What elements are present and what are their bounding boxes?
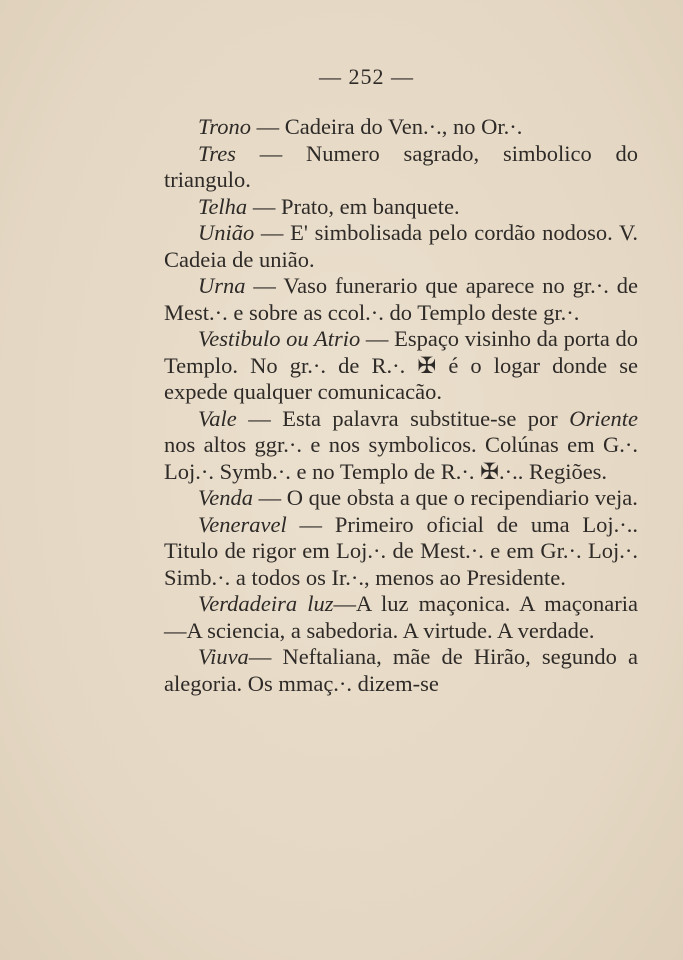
entry-telha (164, 194, 638, 221)
entry-urna (164, 273, 638, 326)
entry-definition: — Cadeira do Ven.·., no Or.·. (250, 114, 523, 139)
entry-vestibulo (164, 326, 638, 406)
entry-definition: — Vaso funerario que aparece no gr.·. de Mest.·. e sobre as ccol.·. do Templo deste gr.·. (164, 273, 638, 325)
entry-definition: — Primeiro oficial de uma Loj.·.. Titulo de rigor em Loj.·. de Mest.·. e em Gr.·. Loj.·. Simb.·. a todos os Ir.·., menos ao Presidente. (164, 511, 638, 590)
entry-definition: — O que obsta a que o recipendiario veja. (253, 485, 638, 510)
entry-term: Telha (198, 193, 248, 219)
entry-definition: — Numero sagrado, simbolico do triangulo. (164, 140, 638, 192)
entry-definition: —A luz maçonica. A maçonaria—A sciencia, a sabedoria. A virtude. A verdade. (164, 591, 638, 643)
entry-vale (164, 406, 638, 486)
entry-term: Urna (198, 273, 246, 298)
entry-term: Verdadeira luz (198, 591, 334, 616)
entry-definition: — Espaço visinho da porta do Templo. No gr.·. de R.·. ✠ é o logar donde se expede qualquer comunicacão. (164, 326, 639, 404)
entry-term: Vale (198, 405, 237, 431)
entry-term: Viuva (198, 644, 249, 669)
entry-definition: — Neftaliana, mãe de Hirão, segundo a alegoria. Os mmaç.·. dizem-se (164, 644, 638, 696)
entry-definition-continued: nos altos ggr.·. e nos symbolicos. Colúnas em G.·. Loj.·. Symb.·. e no Templo de R.·. ✠.·.. Regiões. (164, 432, 638, 484)
entry-definition: — E' simbolisada pelo cordão nodoso. V. Cadeia de união. (164, 220, 638, 272)
entry-veneravel (164, 512, 638, 592)
entry-term-secondary: Oriente (569, 405, 638, 431)
entry-term: Vestibulo ou Atrio (198, 326, 361, 351)
entry-tres (164, 141, 638, 194)
entry-venda (164, 485, 638, 512)
entry-definition: — Prato, em banquete. (247, 193, 460, 219)
entry-viuva (164, 644, 638, 697)
entry-term: Tres (198, 140, 236, 166)
entry-term: Veneravel (198, 511, 287, 537)
entry-definition: — Esta palavra substitue-se por (236, 405, 570, 431)
entry-term: Venda (198, 485, 253, 510)
entry-term: Trono (198, 114, 251, 139)
entry-trono (164, 114, 638, 141)
entry-verdadeira-luz (164, 591, 638, 644)
entry-term: União (198, 220, 255, 245)
glossary-text (164, 114, 638, 697)
entry-uniao (164, 220, 638, 273)
page-number: — 252 — (319, 64, 414, 89)
